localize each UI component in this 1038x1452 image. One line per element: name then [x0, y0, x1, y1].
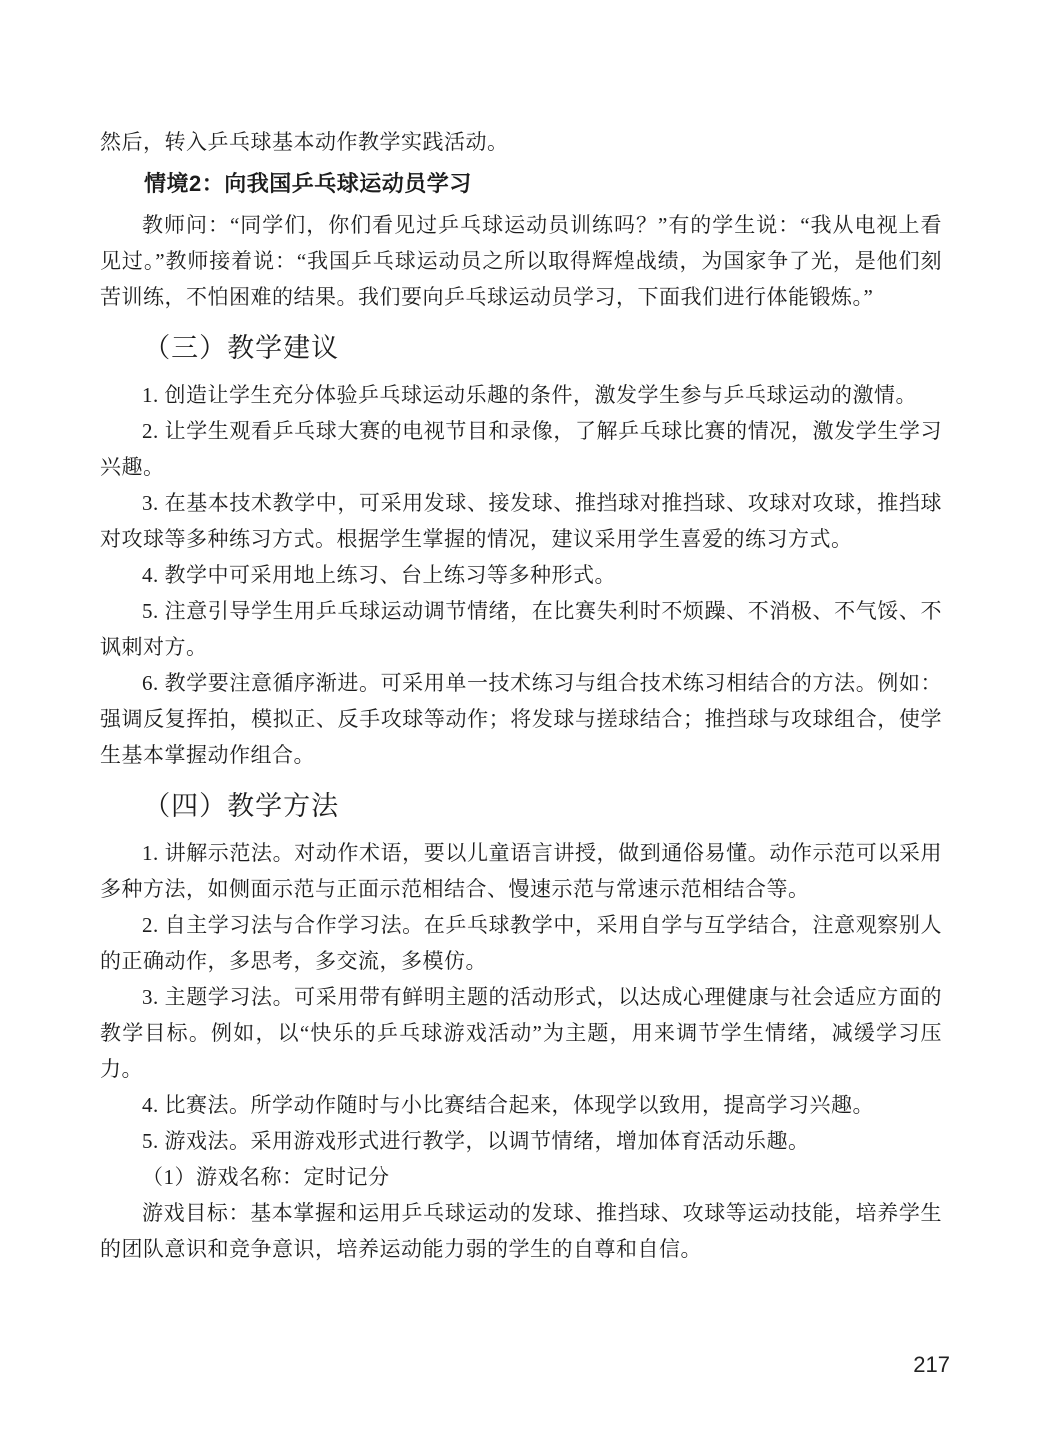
section3-item-6: 6. 教学要注意循序渐进。可采用单一技术练习与组合技术练习相结合的方法。例如：强调反复挥拍，模拟正、反手攻球等动作；将发球与搓球结合；推挡球与攻球组合，使学生基本掌握动作组合。: [100, 671, 942, 767]
section4-item-2: 2. 自主学习法与合作学习法。在乒乓球教学中，采用自学与互学结合，注意观察别人的正确动作，多思考，多交流，多模仿。: [100, 913, 942, 973]
section4-game-goal: 游戏目标：基本掌握和运用乒乓球运动的发球、推挡球、攻球等运动技能，培养学生的团队意识和竞争意识，培养运动能力弱的学生的自尊和自信。: [100, 1201, 942, 1261]
paragraph-intro: 然后，转入乒乓球基本动作教学实践活动。: [100, 130, 509, 154]
section3-item-1: 1. 创造让学生充分体验乒乓球运动乐趣的条件，激发学生参与乒乓球运动的激情。: [142, 383, 917, 407]
section3-item-5: 5. 注意引导学生用乒乓球运动调节情绪，在比赛失利时不烦躁、不消极、不气馁、不讽刺对方。: [100, 599, 942, 659]
section3-heading: （三）教学建议: [143, 333, 340, 363]
section4-game-name-line: （1）游戏名称：定时记分: [142, 1165, 390, 1189]
section3-item-2: 2. 让学生观看乒乓球大赛的电视节目和录像，了解乒乓球比赛的情况，激发学生学习兴趣。: [100, 419, 942, 479]
section4-item-5: 5. 游戏法。采用游戏形式进行教学，以调节情绪，增加体育活动乐趣。: [142, 1129, 810, 1153]
section3-item-4: 4. 教学中可采用地上练习、台上练习等多种形式。: [142, 563, 616, 587]
section3-item-3: 3. 在基本技术教学中，可采用发球、接发球、推挡球对推挡球、攻球对攻球，推挡球对攻球等多种练习方式。根据学生掌握的情况，建议采用学生喜爱的练习方式。: [100, 491, 942, 551]
section4-item-1: 1. 讲解示范法。对动作术语，要以儿童语言讲授，做到通俗易懂。动作示范可以采用多种方法，如侧面示范与正面示范相结合、慢速示范与常速示范相结合等。: [100, 841, 942, 901]
situation2-heading: 情境2：向我国乒乓球运动员学习: [144, 171, 472, 196]
text-column: [100, 124, 942, 1267]
section4-heading: （四）教学方法: [143, 791, 340, 821]
section4-item-3: 3. 主题学习法。可采用带有鲜明主题的活动形式，以达成心理健康与社会适应方面的教学目标。例如，以“快乐的乒乓球游戏活动”为主题，用来调节学生情绪，减缓学习压力。: [100, 985, 942, 1081]
situation2-paragraph: 教师问：“同学们，你们看见过乒乓球运动员训练吗？”有的学生说：“我从电视上看见过。”教师接着说：“我国乒乓球运动员之所以取得辉煌战绩，为国家争了光，是他们刻苦训练，不怕困难的结果。我们要向乒乓球运动员学习，下面我们进行体能锻炼。”: [100, 213, 942, 309]
page-number: 217: [913, 1352, 950, 1377]
section4-item-4: 4. 比赛法。所学动作随时与小比赛结合起来，体现学以致用，提高学习兴趣。: [142, 1093, 874, 1117]
